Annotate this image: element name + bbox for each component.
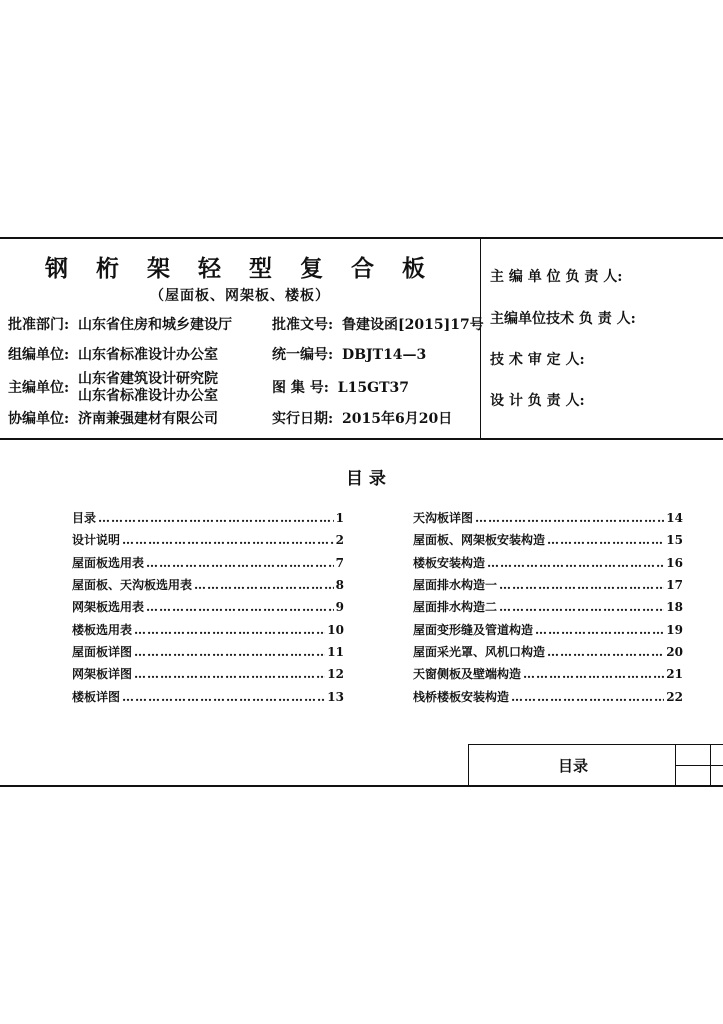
toc-entry-page: 17: [666, 578, 683, 592]
toc-entry-label: 屋面板详图: [72, 645, 133, 659]
chief-unit-responsible: 主 编 单 位 负 责 人:: [490, 269, 623, 285]
toc-entry-label: 网架板选用表: [72, 600, 145, 614]
header-divider: [480, 238, 481, 439]
approval-dept-row: [8, 314, 232, 334]
toc-entry-page: 10: [327, 623, 344, 637]
atlas-no-label: 图 集 号:: [272, 380, 329, 396]
impl-date-row: [272, 408, 452, 428]
toc-entry-label: 屋面排水构造二: [413, 600, 498, 614]
toc-entry-page: 8: [335, 578, 344, 592]
header-bottom-border: [0, 438, 723, 440]
approval-dept-value: 山东省住房和城乡建设厅: [78, 317, 233, 333]
toc-entry[interactable]: [413, 598, 683, 614]
toc-entry[interactable]: [413, 531, 683, 547]
chief-tech-responsible: 主编单位技术 负 责 人:: [490, 311, 636, 327]
toc-entry-label: 屋面采光罩、风机口构造: [413, 645, 546, 659]
reviewer-responsible: 技 术 审 定 人:: [490, 352, 585, 368]
toc-entry-page: 9: [335, 600, 344, 614]
toc-entry[interactable]: [413, 509, 683, 525]
co-org-row: [8, 408, 218, 428]
compile-org-value: 山东省标准设计办公室: [78, 347, 219, 363]
toc-entry-page: 15: [666, 533, 683, 547]
toc-entry[interactable]: [72, 665, 344, 681]
bottom-border: [0, 785, 723, 787]
toc-heading: 目 录: [346, 469, 386, 489]
co-org-value: 济南兼强建材有限公司: [78, 411, 219, 427]
toc-entry-label: 天窗侧板及壁端构造: [413, 667, 522, 681]
footer-block-top: [468, 744, 723, 745]
toc-entry[interactable]: [413, 665, 683, 681]
unified-no-row: [272, 344, 426, 364]
toc-entry-label: 设计说明: [72, 533, 121, 547]
toc-entry[interactable]: [413, 621, 683, 637]
toc-entry-label: 栈桥楼板安装构造: [413, 690, 510, 704]
toc-entry-page: 19: [666, 623, 683, 637]
co-org-label: 协编单位:: [8, 411, 70, 427]
chief-org-value-1: 山东省建筑设计研究院: [78, 371, 218, 387]
atlas-no-value: L15GT37: [337, 380, 409, 396]
atlas-no-row: [272, 377, 409, 397]
approval-dept-label: 批准部门:: [8, 317, 70, 333]
toc-entry-page: 14: [666, 511, 683, 525]
toc-entry-page: 1: [335, 511, 344, 525]
document-subtitle: （屋面板、网架板、楼板）: [150, 288, 330, 304]
toc-entry[interactable]: [72, 598, 344, 614]
toc-entry-page: 12: [327, 667, 344, 681]
toc-entry[interactable]: [413, 643, 683, 659]
toc-entry-label: 屋面板、天沟板选用表: [72, 578, 193, 592]
toc-entry[interactable]: [72, 576, 344, 592]
toc-entry-label: 屋面排水构造一: [413, 578, 498, 592]
approval-doc-value: 鲁建设函[2015]17号: [342, 317, 484, 333]
toc-entry[interactable]: [72, 621, 344, 637]
footer-title: 目录: [558, 757, 589, 775]
compile-org-row: [8, 344, 218, 364]
toc-entry-label: 屋面变形缝及管道构造: [413, 623, 534, 637]
toc-entry-page: 21: [666, 667, 683, 681]
toc-entry[interactable]: [72, 531, 344, 547]
footer-block-left: [468, 744, 469, 786]
toc-entry-label: 楼板详图: [72, 690, 121, 704]
toc-entry[interactable]: [72, 688, 344, 704]
footer-block-mid: [675, 765, 723, 766]
toc-entry-label: 楼板安装构造: [413, 556, 486, 570]
toc-entry-label: 网架板详图: [72, 667, 133, 681]
impl-date-label: 实行日期:: [272, 411, 334, 427]
designer-responsible: 设 计 负 责 人:: [490, 393, 585, 409]
toc-entry-label: 目录: [72, 511, 97, 525]
toc-entry-page: 16: [666, 556, 683, 570]
toc-entry[interactable]: [72, 509, 344, 525]
toc-entry-page: 18: [666, 600, 683, 614]
toc-entry[interactable]: [72, 554, 344, 570]
toc-entry[interactable]: [413, 688, 683, 704]
toc-entry[interactable]: [72, 643, 344, 659]
toc-entry-page: 20: [666, 645, 683, 659]
toc-entry-label: 天沟板详图: [413, 511, 474, 525]
chief-org-value-2: 山东省标准设计办公室: [78, 388, 218, 404]
unified-no-value: DBJT14—3: [342, 347, 427, 363]
impl-date-value: 2015年6月20日: [342, 411, 453, 427]
toc-entry-page: 22: [666, 690, 683, 704]
approval-doc-row: [272, 314, 484, 334]
approval-doc-label: 批准文号:: [272, 317, 334, 333]
toc-entry-label: 屋面板、网架板安装构造: [413, 533, 546, 547]
document-title: 钢 桁 架 轻 型 复 合 板: [44, 255, 436, 282]
toc-entry-label: 楼板选用表: [72, 623, 133, 637]
top-border: [0, 237, 723, 239]
chief-org-label: 主编单位:: [8, 380, 70, 396]
toc-entry[interactable]: [413, 554, 683, 570]
toc-entry-page: 2: [335, 533, 344, 547]
compile-org-label: 组编单位:: [8, 347, 70, 363]
toc-entry-label: 屋面板选用表: [72, 556, 145, 570]
toc-entry-page: 13: [327, 690, 344, 704]
toc-entry-page: 7: [335, 556, 344, 570]
toc-entry[interactable]: [413, 576, 683, 592]
unified-no-label: 统一编号:: [272, 347, 334, 363]
toc-entry-page: 11: [327, 645, 344, 659]
